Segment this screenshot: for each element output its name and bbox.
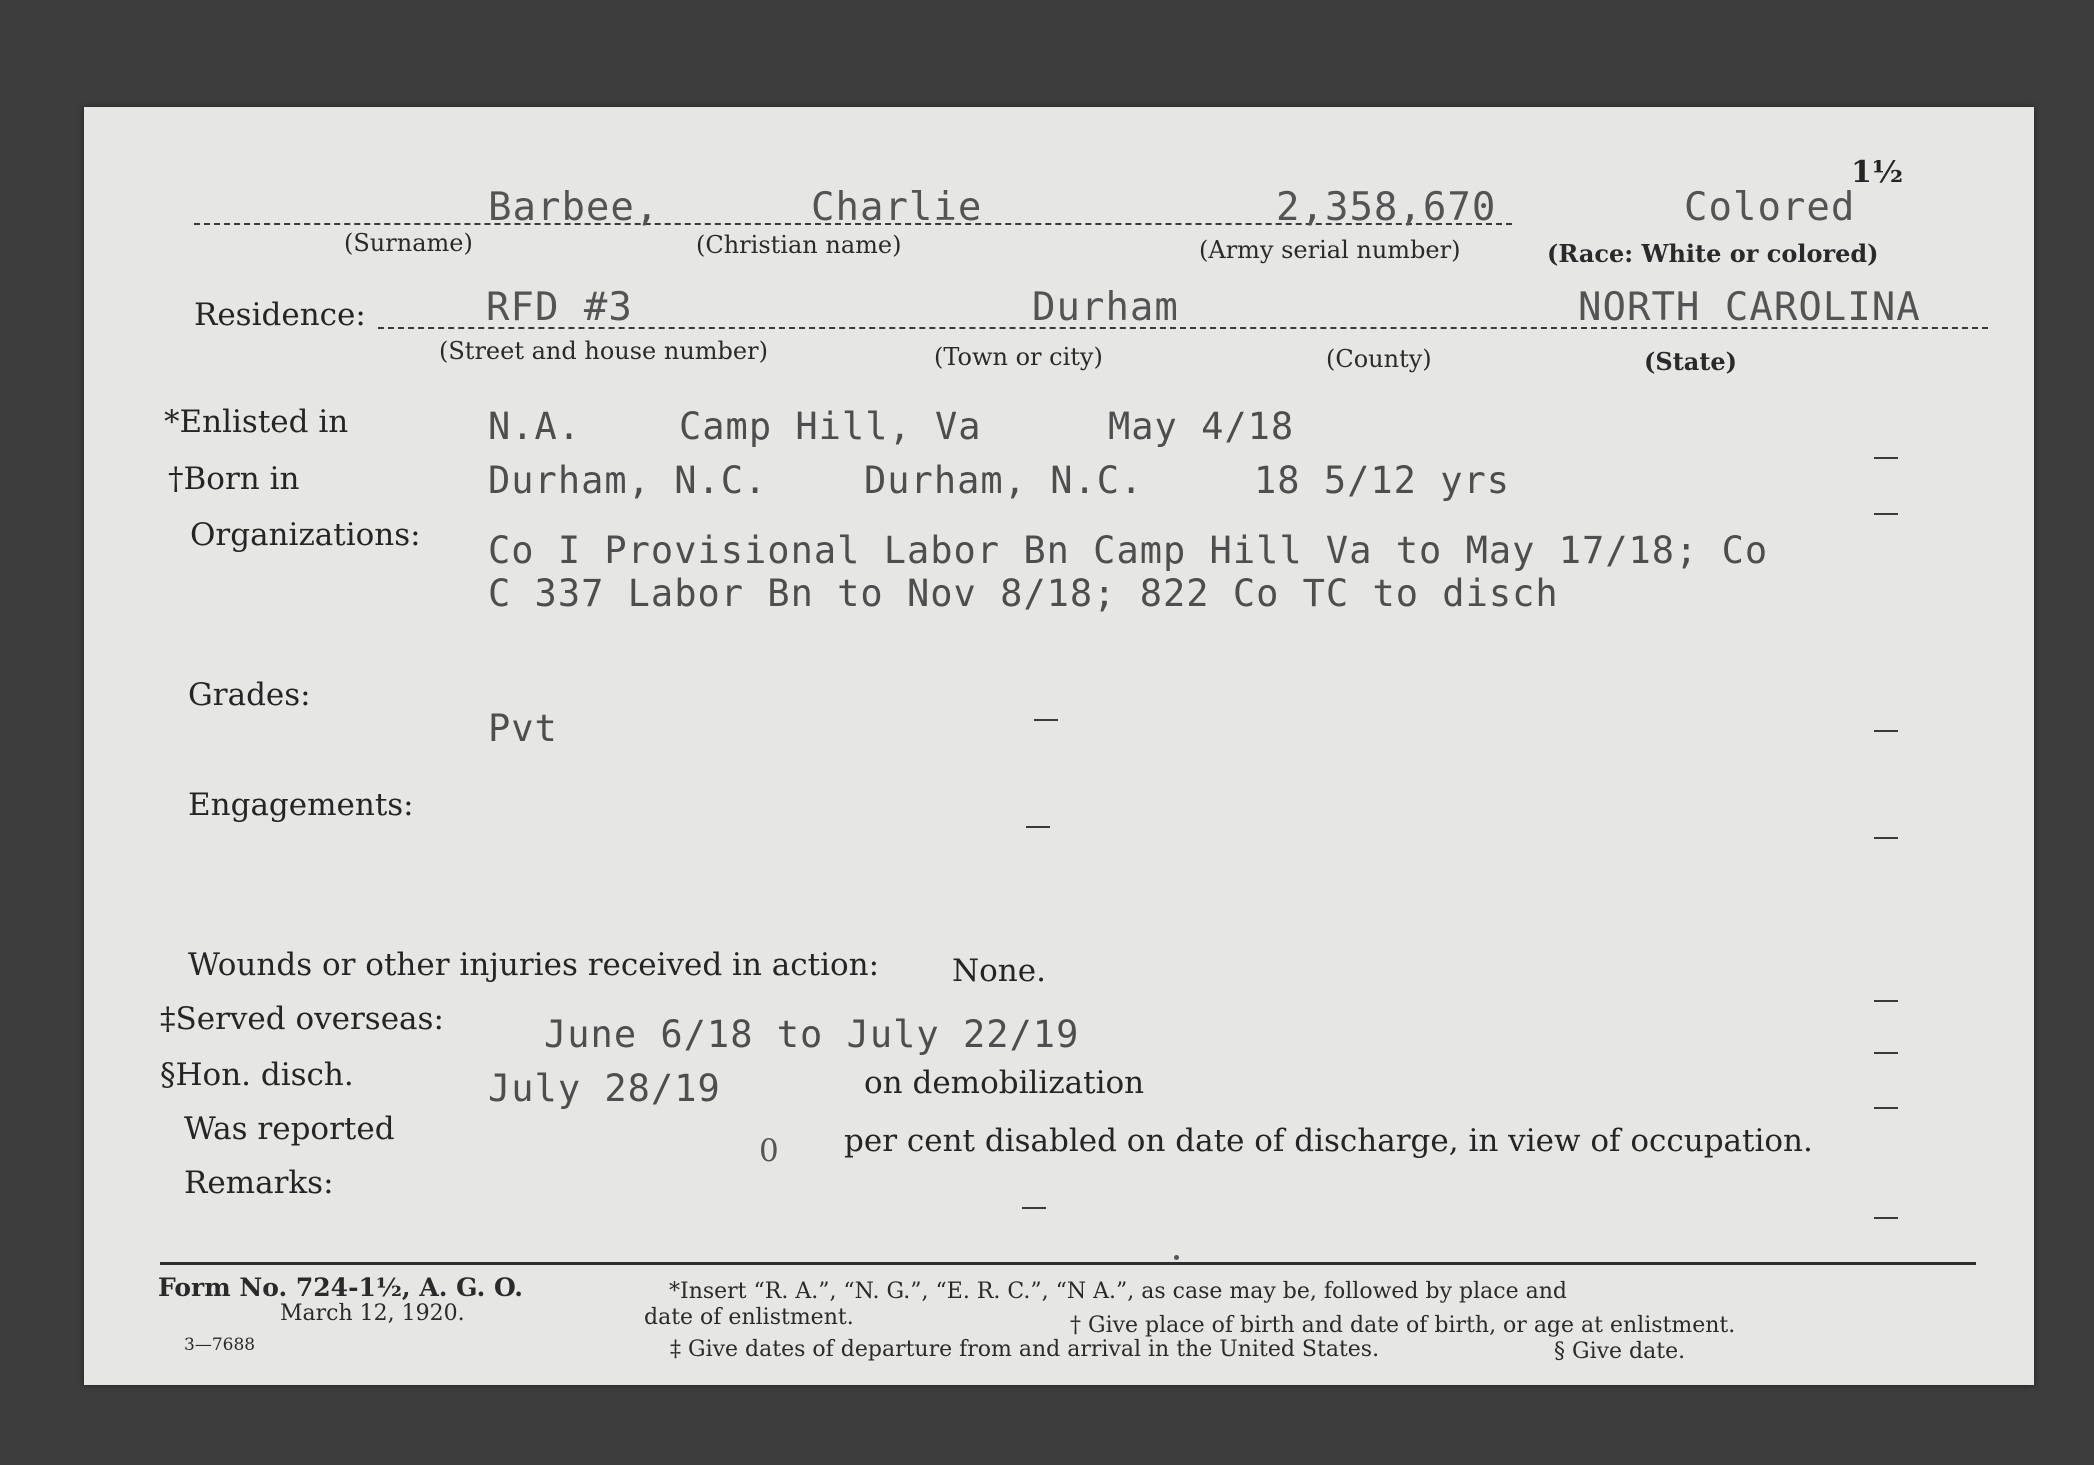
disch-end-dash <box>1874 1052 1898 1054</box>
disability-percent-value: 0 <box>759 1133 779 1169</box>
grades-mid-dash <box>1034 719 1058 721</box>
footnote-insert-cont: date of enlistment. <box>644 1305 854 1330</box>
footnote-insert: *Insert “R. A.”, “N. G.”, “E. R. C.”, “N A.”, as case may be, followed by place and <box>669 1279 1567 1304</box>
born-age-value: 18 5/12 yrs <box>1254 459 1511 502</box>
footnote-overseas: ‡ Give dates of departure from and arrival in the United States. <box>670 1337 1380 1362</box>
wounds-value: None. <box>952 953 1046 989</box>
residence-town-value: Durham <box>1032 285 1179 330</box>
town-caption: (Town or city) <box>934 343 1103 371</box>
form-date: March 12, 1920. <box>280 1301 465 1326</box>
remarks-mid-dash <box>1022 1207 1046 1209</box>
grades-value: Pvt <box>488 707 558 750</box>
disability-text: per cent disabled on date of discharge, in view of occupation. <box>844 1123 1813 1159</box>
footnote-date: § Give date. <box>1554 1339 1686 1364</box>
state-caption: (State) <box>1644 347 1738 376</box>
was-reported-label: Was reported <box>184 1111 395 1147</box>
born-place2-value: Durham, N.C. <box>864 459 1144 502</box>
reported-end-dash <box>1874 1107 1898 1109</box>
organizations-line2: C 337 Labor Bn to Nov 8/18; 822 Co TC to disch <box>488 572 1559 615</box>
engagements-end-dash <box>1874 837 1898 839</box>
form-fraction: 1½ <box>1851 155 1904 190</box>
footer-rule <box>160 1262 1976 1265</box>
street-caption: (Street and house number) <box>439 337 768 365</box>
surname-value: Barbee, <box>488 185 660 230</box>
overseas-end-dash <box>1874 1000 1898 1002</box>
served-overseas-label: ‡Served overseas: <box>160 1001 444 1037</box>
county-caption: (County) <box>1326 345 1432 373</box>
engagements-mid-dash <box>1026 826 1050 828</box>
born-end-dash <box>1874 513 1898 515</box>
born-label: †Born in <box>168 461 300 497</box>
remarks-end-dash <box>1874 1217 1898 1219</box>
enlisted-place-value: Camp Hill, Va <box>679 405 982 448</box>
race-caption: (Race: White or colored) <box>1547 239 1879 268</box>
hon-disch-reason: on demobilization <box>864 1065 1145 1101</box>
form-number: Form No. 724-1½, A. G. O. <box>158 1273 524 1302</box>
hon-disch-date: July 28/19 <box>488 1067 721 1110</box>
served-overseas-value: June 6/18 to July 22/19 <box>544 1013 1080 1056</box>
organizations-label: Organizations: <box>190 517 421 553</box>
christian-name-value: Charlie <box>811 185 983 230</box>
serial-caption: (Army serial number) <box>1199 236 1461 264</box>
surname-caption: (Surname) <box>344 229 473 257</box>
residence-label: Residence: <box>194 297 366 333</box>
residence-street-value: RFD #3 <box>486 285 633 330</box>
born-place-value: Durham, N.C. <box>488 459 768 502</box>
race-value: Colored <box>1684 185 1856 230</box>
enlisted-end-dash <box>1874 457 1898 459</box>
serial-number-value: 2,358,670 <box>1276 185 1497 230</box>
hon-disch-label: §Hon. disch. <box>160 1057 354 1093</box>
grades-end-dash <box>1874 730 1898 732</box>
ink-spot <box>1174 1255 1179 1260</box>
service-card <box>84 107 2034 1385</box>
footnote-birth: † Give place of birth and date of birth, or age at enlistment. <box>1070 1313 1736 1338</box>
christian-name-caption: (Christian name) <box>696 231 902 259</box>
residence-state-value: NORTH CAROLINA <box>1578 285 1921 330</box>
engagements-label: Engagements: <box>188 787 414 823</box>
print-code: 3—7688 <box>184 1335 256 1355</box>
wounds-label: Wounds or other injuries received in action: <box>188 947 880 983</box>
enlisted-date-value: May 4/18 <box>1108 405 1295 448</box>
remarks-label: Remarks: <box>184 1165 334 1201</box>
organizations-line1: Co I Provisional Labor Bn Camp Hill Va to May 17/18; Co <box>488 529 1769 572</box>
grades-label: Grades: <box>188 677 311 713</box>
enlisted-branch-value: N.A. <box>488 405 582 448</box>
enlisted-label: *Enlisted in <box>164 404 349 440</box>
